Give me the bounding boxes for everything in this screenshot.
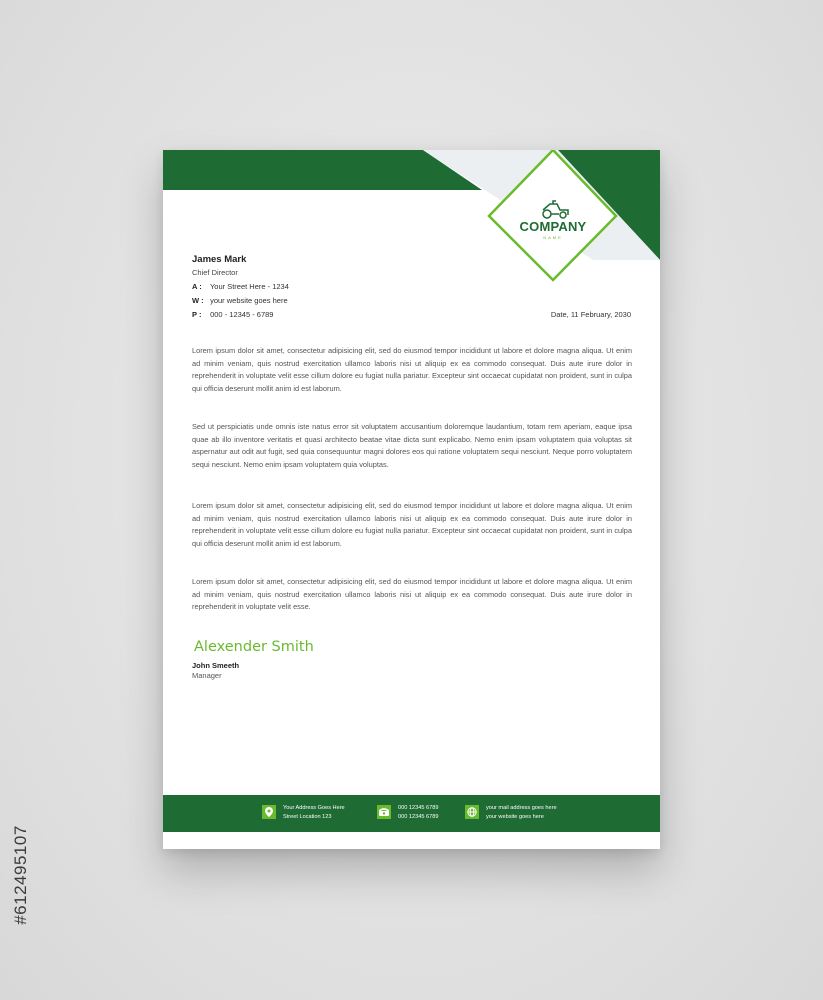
stock-id-text: #612495107 xyxy=(11,825,30,925)
stock-id-label xyxy=(6,760,36,990)
phone-label: P : xyxy=(192,310,202,319)
logo-company-name: COMPANY xyxy=(519,219,587,234)
body-paragraph-4: Lorem ipsum dolor sit amet, consectetur adipisicing elit, sed do eiusmod tempor incididunt ut labore et dolore magna aliqua. Ut enim ad minim veniam, quis nostrud exercitation ullamco laboris nisi ut aliquip ex ea commodo consequat. Duis aute irure dolor in reprehenderit in voluptate velit esse. xyxy=(192,577,632,612)
globe-icon xyxy=(465,805,479,819)
location-pin-icon xyxy=(262,805,276,819)
sender-phone-row xyxy=(192,310,273,319)
signer-name: John Smeeth xyxy=(192,661,240,670)
footer-address xyxy=(283,804,345,821)
footer-phone-line1: 000 12345 6789 xyxy=(398,805,439,811)
sender-address-row xyxy=(192,282,289,291)
footer-band xyxy=(163,795,660,832)
sender-name: James Mark xyxy=(192,254,247,265)
footer-address-line2: Street Location 123 xyxy=(283,813,332,820)
sender-website-row xyxy=(192,296,288,305)
footer-website: your website goes here xyxy=(486,813,544,820)
body-paragraph-3: Lorem ipsum dolor sit amet, consectetur adipisicing elit, sed do eiusmod tempor incididunt ut labore et dolore magna aliqua. Ut enim ad minim veniam, quis nostrud exercitation ullamco laboris nisi ut aliquip ex ea commodo consequat. Duis aute irure dolor in reprehenderit in voluptate velit esse cillum dolore eu fugiat nulla pariatur. Excepteur sint occaecat cupidatat non proident, sunt in culpa qui officia deserunt mollit anim id est laborum. xyxy=(192,501,632,549)
logo-company-subtitle: NAME xyxy=(543,235,563,240)
sender-address: Your Street Here - 1234 xyxy=(209,282,289,291)
body-paragraph-2: Sed ut perspiciatis unde omnis iste natus error sit voluptatem accusantium doloremque laudantium, totam rem aperiam, eaque ipsa quae ab illo inventore veritatis et quasi architecto beatae vitae dicta sunt explicabo. Nemo enim ipsam voluptatem quia voluptas sit aspernatur aut odit aut fugit, sed quia consequuntur magni dolores eos qui ratione voluptatem sequi nesciunt. Neque porro voluptatem sequi nesciunt. Nemo enim ipsam voluptatem quia voluptas. xyxy=(192,422,632,470)
sender-title: Chief Director xyxy=(192,268,238,277)
footer-web xyxy=(486,804,557,821)
phone-icon xyxy=(377,805,391,819)
body-paragraph-1: Lorem ipsum dolor sit amet, consectetur adipisicing elit, sed do eiusmod tempor incididunt ut labore et dolore magna aliqua. Ut enim ad minim veniam, quis nostrud exercitation ullamco laboris nisi ut aliquip ex ea commodo consequat. Duis aute irure dolor in reprehenderit in voluptate velit esse cillum dolore eu fugiat nulla pariatur. Excepteur sint occaecat cupidatat non proident, sunt in culpa qui officia deserunt mollit anim id est laborum. xyxy=(192,346,632,394)
signature: Alexender Smith xyxy=(194,639,314,655)
lawn-tractor-icon xyxy=(540,200,570,220)
letterhead-page xyxy=(163,150,660,849)
footer-phone-line2: 000 12345 6789 xyxy=(398,813,439,820)
footer-email: your mail address goes here xyxy=(486,805,557,811)
signer-role: Manager xyxy=(192,671,222,680)
address-label: A : xyxy=(192,282,202,291)
sender-website: your website goes here xyxy=(210,296,288,305)
website-label: W : xyxy=(192,296,204,305)
footer-address-line1: Your Address Goes Here xyxy=(283,805,345,811)
letter-date: Date, 11 February, 2030 xyxy=(550,310,631,319)
footer-phone xyxy=(398,804,438,821)
sender-phone: 000 - 12345 - 6789 xyxy=(210,310,274,319)
